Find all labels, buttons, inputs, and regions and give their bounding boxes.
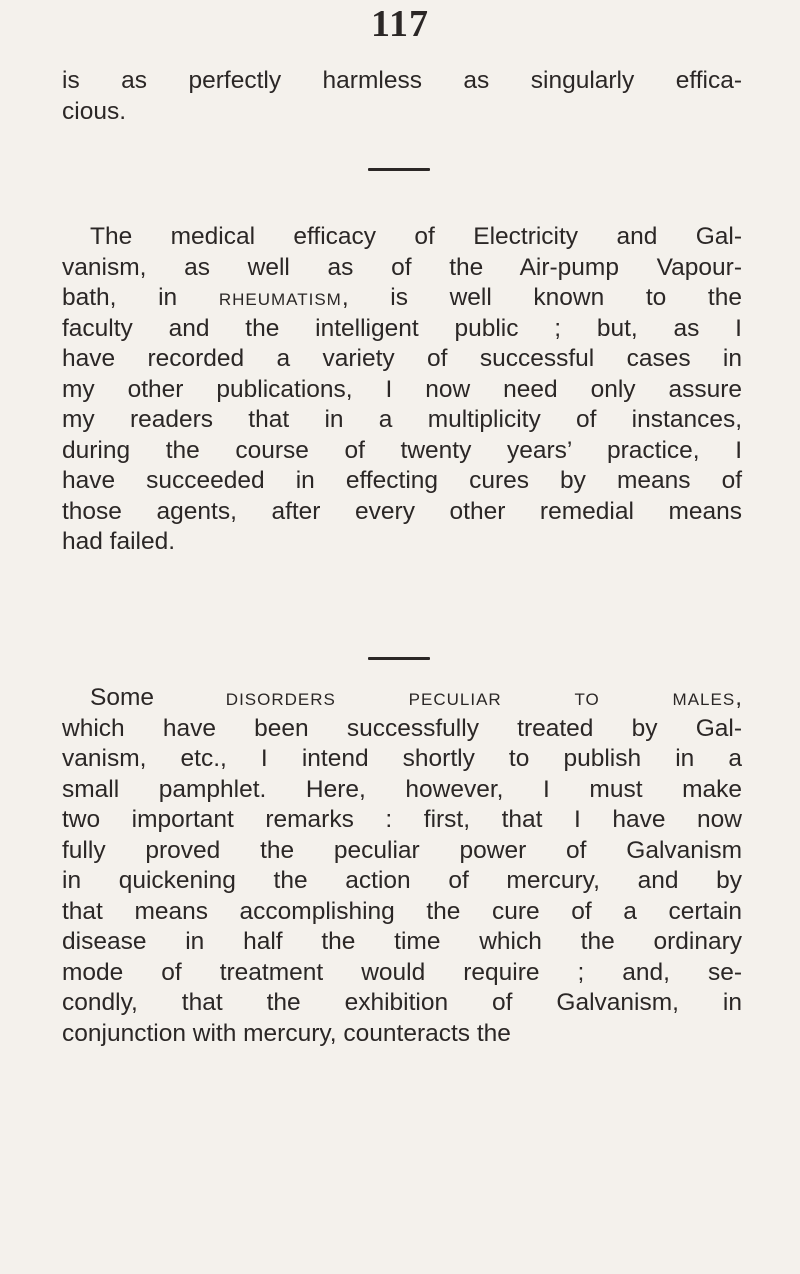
text-line: vanism, as well as of the Air-pump Vapour-: [62, 253, 742, 281]
paragraph-1: [62, 66, 742, 127]
text-line: in quickening the action of mercury, and by: [62, 867, 742, 894]
text-line: during the course of twenty years’ practice, I: [62, 436, 742, 464]
text-line: condly, that the exhibition of Galvanism, in: [62, 989, 742, 1016]
text-line: have succeeded in effecting cures by means of: [62, 467, 742, 494]
paragraph-2: [62, 222, 742, 558]
page-number: 117: [371, 3, 429, 45]
text-span: ,: [735, 684, 742, 711]
text-span: bath, in: [62, 284, 219, 311]
text-line: The medical efficacy of Electricity and Gal-: [90, 223, 742, 250]
text-line: faculty and the intelligent public ; but, as I: [62, 314, 742, 342]
text-line: [62, 283, 742, 314]
text-span: , is well known to the: [341, 284, 742, 311]
text-line: fully proved the peculiar power of Galvanism: [62, 836, 742, 864]
text-line: [62, 683, 742, 714]
text-line: those agents, after every other remedial means: [62, 497, 742, 525]
paragraph-3: [62, 683, 742, 1049]
text-line: which have been successfully treated by Gal-: [62, 714, 742, 742]
text-line: two important remarks : first, that I have now: [62, 806, 742, 833]
text-line: disease in half the time which the ordinary: [62, 928, 742, 955]
text-line: my readers that in a multiplicity of instances,: [62, 406, 742, 433]
text-line: had failed.: [62, 528, 176, 555]
text-span: Some: [90, 684, 226, 711]
text-line: is as perfectly harmless as singularly effica-: [62, 67, 742, 94]
text-line: my other publications, I now need only assure: [62, 375, 742, 403]
section-divider: [368, 657, 430, 660]
section-divider: [368, 168, 430, 171]
text-line: that means accomplishing the cure of a certain: [62, 897, 742, 925]
text-line: small pamphlet. Here, however, I must make: [62, 775, 742, 803]
small-caps-term: disorders peculiar to males: [225, 684, 736, 711]
text-line: mode of treatment would require ; and, se-: [62, 958, 742, 986]
small-caps-term: rheumatism: [218, 284, 342, 311]
text-line: conjunction with mercury, counteracts the: [62, 1019, 511, 1047]
text-line: cious.: [62, 97, 127, 125]
text-line: have recorded a variety of successful cases in: [62, 345, 742, 372]
text-line: vanism, etc., I intend shortly to publish in a: [62, 745, 742, 772]
